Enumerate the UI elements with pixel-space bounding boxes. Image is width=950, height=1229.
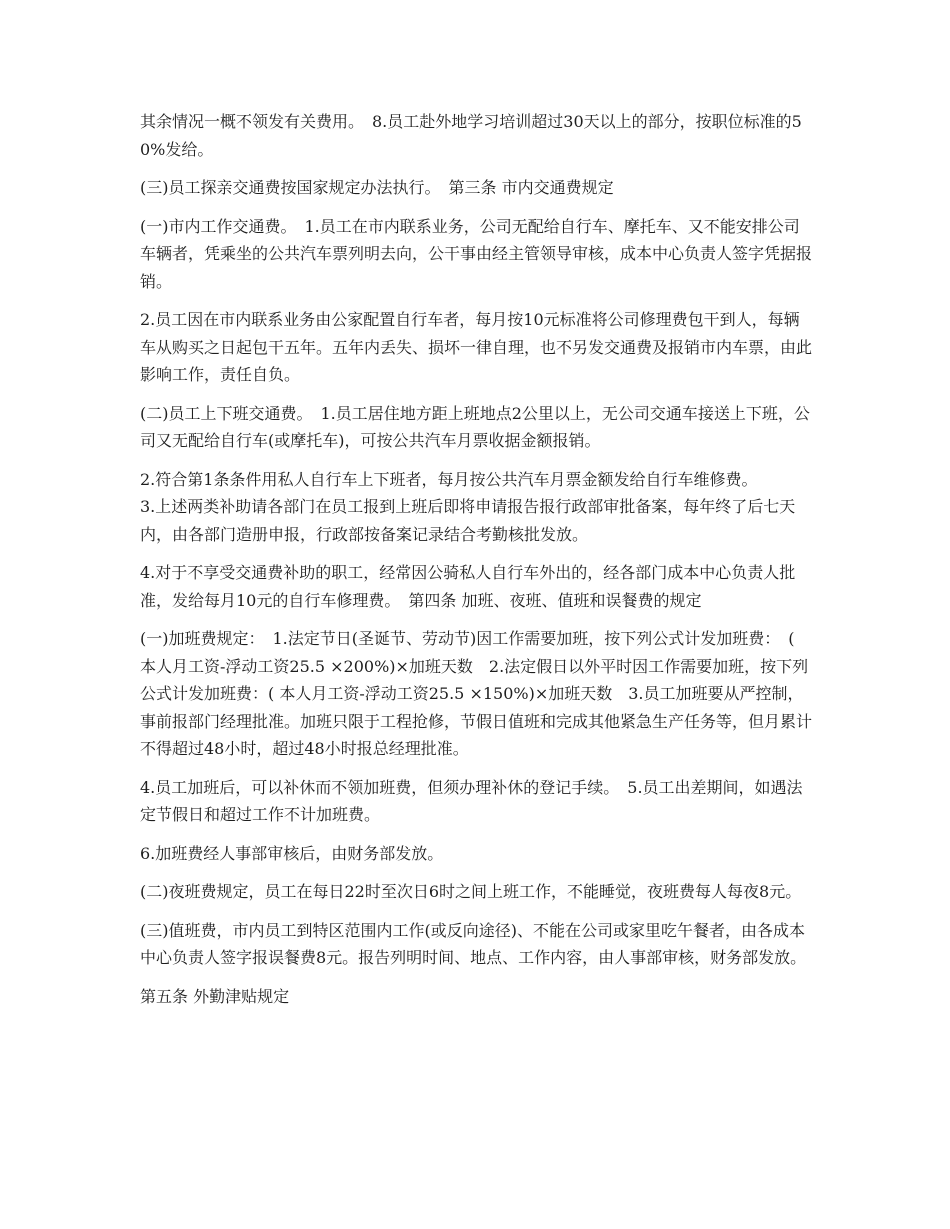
document-body bbox=[140, 108, 812, 1021]
paragraph: (二)员工上下班交通费。 1.员工居住地方距上班地点2公里以上，无公司交通车接送上下班，公司又无配给自行车(或摩托车)，可按公共汽车月票收据金额报销。 bbox=[140, 403, 810, 450]
paragraph: 6.加班费经人事部审核后，由财务部发放。 bbox=[140, 843, 444, 863]
paragraph: (一)市内工作交通费。 1.员工在市内联系业务，公司无配给自行车、摩托车、又不能安排公司车辆者，凭乘坐的公共汽车票列明去向，公干事由经主管领导审核，成本中心负责人签字凭据报销。 bbox=[140, 216, 813, 291]
paragraph: 3.上述两类补助请各部门在员工报到上班后即将申请报告报行政部审批备案，每年终了后七天内，由各部门造册申报，行政部按备案记录结合考勤核批发放。 bbox=[140, 497, 796, 544]
paragraph: (一)加班费规定： 1.法定节日(圣诞节、劳动节)因工作需要加班，按下列公式计发加班费： ( 本人月工资-浮动工资25.5 ×200%)×加班天数 2.法定假日以外平时因工作需要加班，按下列公式计发加班费：( 本人月工资-浮动工资25.5 ×150%)×加班天数 3.员工加班要从严控制，事前报部门经理批准。加班只限于工程抢修，节假日值班和完成其他紧急生产任务等，但月累计不得超过48小时，超过48小时报总经理批准。 bbox=[140, 629, 813, 758]
paragraph: (三)员工探亲交通费按国家规定办法执行。 第三条 市内交通费规定 bbox=[140, 178, 614, 197]
paragraph: 其余情况一概不领发有关费用。 8.员工赴外地学习培训超过30天以上的部分，按职位标准的50%发给。 bbox=[140, 112, 802, 159]
paragraph: (三)值班费，市内员工到特区范围内工作(或反向途径)、不能在公司或家里吃午餐者，由各成本中心负责人签字报误餐费8元。报告列明时间、地点、工作内容，由人事部审核，财务部发放。 bbox=[140, 920, 807, 967]
paragraph: 4.员工加班后，可以补休而不领加班费，但须办理补休的登记手续。 5.员工出差期间，如遇法定节假日和超过工作不计加班费。 bbox=[140, 777, 803, 824]
section-heading: 第五条 外勤津贴规定 bbox=[140, 986, 290, 1006]
paragraph: 2.符合第1条条件用私人自行车上下班者，每月按公共汽车月票金额发给自行车维修费。 bbox=[140, 469, 758, 489]
paragraph: (二)夜班费规定，员工在每日22时至次日6时之间上班工作，不能睡觉，夜班费每人每夜8元。 bbox=[140, 882, 802, 901]
paragraph: 2.员工因在市内联系业务由公家配置自行车者，每月按10元标准将公司修理费包干到人，每辆车从购买之日起包干五年。五年内丢失、损坏一律自理，也不另发交通费及报销市内车票，由此影响工作，责任自负。 bbox=[140, 310, 813, 384]
paragraph: 4.对于不享受交通费补助的职工，经常因公骑私人自行车外出的，经各部门成本中心负责人批准，发给每月10元的自行车修理费。 第四条 加班、夜班、值班和误餐费的规定 bbox=[140, 563, 796, 610]
